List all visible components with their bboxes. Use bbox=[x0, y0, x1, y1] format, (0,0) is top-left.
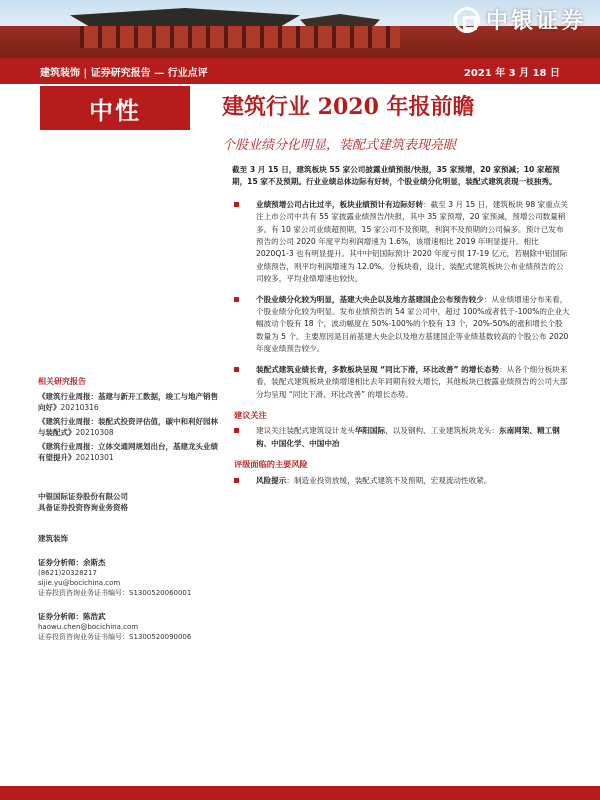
bullet-2-heading: 个股业绩分化较为明显，基建大央企以及地方基建国企公布预告较少 bbox=[256, 294, 484, 304]
palace-roof-image bbox=[70, 8, 300, 26]
related-report-date: 20210308 bbox=[75, 428, 114, 437]
bullet-square-icon bbox=[234, 478, 239, 483]
related-report-3[interactable] bbox=[38, 441, 222, 463]
bullet-3-text: ：从各个细分板块来看，装配式建筑板块业绩增速相比去年同期有较大增长，其他板块已披露业绩预告的公司大部分均呈现 “同比下滑、环比改善” 的增长态势。 bbox=[256, 364, 568, 399]
analyst-2 bbox=[38, 612, 222, 642]
bullet-square-icon bbox=[234, 297, 239, 302]
related-reports-title: 相关研究报告 bbox=[38, 377, 86, 386]
bullet-1-heading: 业绩预增公司占比过半，板块业绩预计有边际好转 bbox=[256, 199, 424, 209]
rating-badge bbox=[40, 86, 190, 130]
investment-bullet bbox=[232, 425, 570, 450]
risk-heading: 评级面临的主要风险 bbox=[234, 459, 308, 470]
bullet-1-text: ：截至 3 月 15 日，建筑板块 98 家重点关注上市公司中共有 55 家披露业绩预告/快报，其中 35 家预增，20 家预减，预增公司数量稍多。有 10 家公司业绩超预期，15 家公司不及预期，利润不及预期的公司偏多。预计已发布预告的公司 2020 年度平均利润增速为 1.6%，该增速相比 2019 年明显提升。相比 2020Q1-3 也有明显提升。其中中铝国际预计 2020 年度亏损 17-19 亿元，若剔除中铝国际业绩预告，则平均利润增速为 12.0%。分板块看，设计、装配式建筑板块公布业绩预告的公司较多，平均业绩增速也较快。 bbox=[256, 199, 569, 284]
analyst-role: 证券分析师： bbox=[38, 558, 83, 567]
bank-logo-text: 中银证券 bbox=[485, 9, 586, 34]
investment-text-mid: ，以及钢构、工业建筑板块龙头： bbox=[385, 426, 499, 436]
report-subtitle: 个股业绩分化明显，装配式建筑表现亮眼 bbox=[222, 138, 457, 153]
main-content bbox=[232, 164, 570, 495]
related-report-title: 《建筑行业周报：立体交通网规划出台，基建龙头业绩有望提升》 bbox=[38, 442, 218, 462]
category-strip bbox=[0, 58, 600, 84]
bullet-3 bbox=[232, 364, 570, 401]
report-date: 2021 年 3 月 18 日 bbox=[463, 68, 560, 79]
bullet-2-text: ：从业绩增速分布来看，个股业绩分化较为明显。发布业绩预告的 54 家公司中，超过 100%或者低于-100%的企业大幅波动个股有 18 个，波动幅度在 50%-100%的个股有 13 个，20%-50%的涨和增长个股数量为 5 个。主要原因是目前基建大央企以及地方基建国企等业绩基数较高的个股公布 2020 年度业绩预告较少。 bbox=[256, 294, 570, 354]
analyst-email[interactable]: haowu.chen@bocichina.com bbox=[38, 623, 139, 631]
left-sidebar bbox=[38, 376, 222, 642]
bullet-1 bbox=[232, 199, 570, 286]
report-category: 建筑装饰 | 证券研究报告 — 行业点评 bbox=[40, 68, 208, 79]
investment-highlight-2: 东南网架、精工钢构、中国化学、中国中冶 bbox=[256, 426, 560, 448]
analyst-license: 证券投资咨询业务证书编号：S1300520060001 bbox=[38, 589, 192, 597]
bullet-2 bbox=[232, 294, 570, 356]
analyst-phone: (8621)20328217 bbox=[38, 569, 97, 577]
related-report-date: 20210301 bbox=[75, 453, 114, 462]
palace-pillars-image bbox=[80, 26, 400, 48]
lead-paragraph: 截至 3 月 15 日，建筑板块 55 家公司披露业绩预报/快报，35 家预增，20 家预减；10 家超预期，15 家不及预期。行业业绩总体边际有好转，个股业绩分化明显，装配式建筑表现一枝独秀。 bbox=[232, 165, 560, 187]
bullet-square-icon bbox=[234, 202, 239, 207]
company-block bbox=[38, 491, 222, 513]
risk-label: 风险提示 bbox=[256, 475, 287, 485]
boc-logo-icon bbox=[454, 7, 480, 33]
investment-text-prefix: 建议关注装配式建筑设计龙头 bbox=[256, 426, 355, 436]
bullet-square-icon bbox=[234, 367, 239, 372]
analyst-license: 证券投资咨询业务证书编号：S1300520090006 bbox=[38, 633, 192, 641]
analyst-name: 陈浩武 bbox=[83, 612, 106, 621]
company-qualification: 具备证券投资咨询业务资格 bbox=[38, 503, 128, 512]
analyst-role: 证券分析师： bbox=[38, 612, 83, 621]
bank-logo bbox=[454, 4, 586, 35]
related-report-2[interactable] bbox=[38, 416, 222, 438]
bullet-3-heading: 装配式建筑业绩长青，多数板块呈现 “同比下滑，环比改善” 的增长态势 bbox=[256, 364, 500, 374]
industry-label: 建筑装饰 bbox=[38, 534, 68, 543]
header-banner bbox=[0, 0, 600, 58]
related-report-1[interactable] bbox=[38, 391, 222, 413]
footer-strip bbox=[0, 786, 600, 800]
risk-text: ：制造业投资放缓，装配式建筑不及预期，宏观流动性收紧。 bbox=[286, 475, 492, 485]
analyst-1 bbox=[38, 558, 222, 598]
related-report-title: 《建筑行业周报：基建与新开工数据，竣工与地产销售向好》 bbox=[38, 392, 218, 412]
related-report-title: 《建筑行业周报：装配式投资评估值，碳中和利好园林与装配式》 bbox=[38, 417, 218, 437]
investment-heading: 建议关注 bbox=[234, 409, 267, 420]
report-title: 建筑行业 2020 年报前瞻 bbox=[222, 94, 475, 120]
investment-highlight-1: 华阳国际 bbox=[354, 426, 386, 436]
risk-bullet bbox=[232, 475, 570, 487]
rating-text: 中性 bbox=[89, 96, 141, 125]
bullet-square-icon bbox=[234, 428, 239, 433]
analyst-name: 余斯杰 bbox=[83, 558, 106, 567]
analyst-email[interactable]: sijie.yu@bocichina.com bbox=[38, 579, 121, 587]
company-name: 中银国际证券股份有限公司 bbox=[38, 492, 128, 501]
related-report-date: 20210316 bbox=[60, 403, 99, 412]
